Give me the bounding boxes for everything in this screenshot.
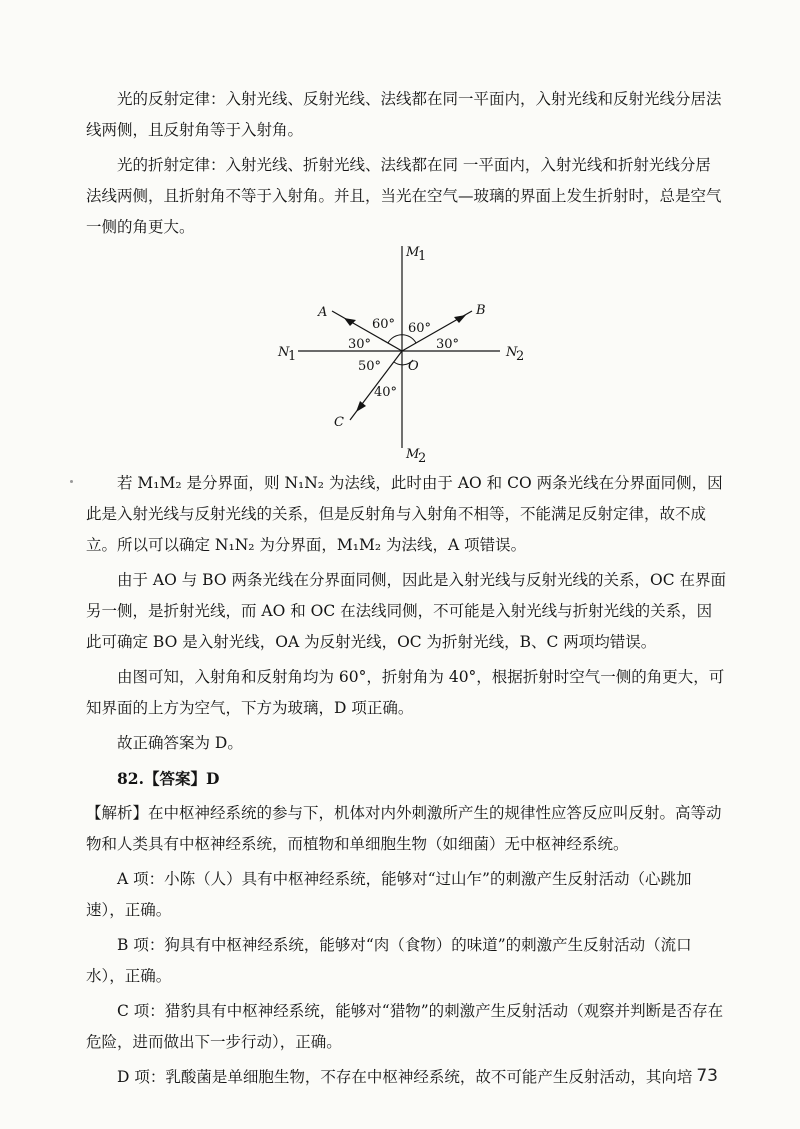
label-O: O — [408, 359, 419, 374]
angle-label-B-N2: 30° — [436, 337, 460, 352]
paragraph-refraction-law: 光的折射定律：入射光线、折射光线、法线都在同 一平面内，入射光线和折射光线分居法线两侧，且折射角不等于入射角。并且，当光在空气—玻璃的界面上发生折射时，总是空气一侧的角更大。 — [86, 156, 722, 236]
paragraph-answer-conclusion: 故正确答案为 D。 — [117, 734, 243, 752]
light-ray-diagram-svg — [270, 236, 550, 464]
label-B: B — [476, 303, 486, 318]
label-M2: M — [406, 447, 420, 462]
label-N2-sub: 2 — [516, 349, 525, 364]
paragraph-reflection-law: 光的反射定律：入射光线、反射光线、法线都在同一平面内，入射光线和反射光线分居法线两侧，且反射角等于入射角。 — [86, 90, 722, 139]
paragraph-option-d: D 项：乳酸菌是单细胞生物，不存在中枢神经系统，故不可能产生反射活动，其向培 — [117, 1068, 693, 1086]
paragraph-q82-explanation: 【解析】在中枢神经系统的参与下，机体对内外刺激所产生的规律性应答反应叫反射。高等动物和人类具有中枢神经系统，而植物和单细胞生物（如细菌）无中枢神经系统。 — [86, 804, 722, 853]
paragraph-option-a: A 项：小陈（人）具有中枢神经系统，能够对“过山乍”的刺激产生反射活动（心跳加速），正确。 — [86, 870, 692, 919]
label-A: A — [318, 305, 328, 320]
paragraph-analysis-a: 若 M₁M₂ 是分界面，则 N₁N₂ 为法线，此时由于 AO 和 CO 两条光线在分界面同侧，因此是入射光线与反射光线的关系，但是反射角与入射角不相等，不能满足反射定律，故不成立。所以可以确定 N₁N₂ 为分界面，M₁M₂ 为法线，A 项错误。 — [86, 474, 723, 554]
light-ray-diagram — [270, 236, 550, 464]
arrow-B — [454, 315, 466, 323]
label-M1: M — [406, 245, 420, 260]
label-M2-sub: 2 — [418, 451, 427, 464]
angle-label-C-N1: 50° — [358, 359, 382, 374]
angle-label-C-M2: 40° — [374, 385, 398, 400]
angle-label-B-M1: 60° — [408, 321, 432, 336]
page-number: 73 — [696, 1066, 718, 1086]
label-M1-sub: 1 — [418, 249, 427, 264]
paragraph-option-b: B 项：狗具有中枢神经系统，能够对“肉（食物）的味道”的刺激产生反射活动（流口水），正确。 — [86, 936, 692, 985]
arrow-A — [344, 318, 356, 326]
paragraph-option-c: C 项：猎豹具有中枢神经系统，能够对“猎物”的刺激产生反射活动（观察并判断是否存在危险，进而做出下一步行动），正确。 — [86, 1002, 724, 1051]
paragraph-analysis-d: 由图可知，入射角和反射角均为 60°，折射角为 40°，根据折射时空气一侧的角更大，可知界面的上方为空气，下方为玻璃，D 项正确。 — [86, 668, 725, 717]
label-N2: N — [506, 345, 518, 360]
text-block-bottom — [86, 468, 726, 1097]
angle-label-A-N1: 30° — [348, 337, 372, 352]
paragraph-analysis-bc: 由于 AO 与 BO 两条光线在分界面同侧，因此是入射光线与反射光线的关系，OC 在界面另一侧，是折射光线，而 AO 和 OC 在法线同侧，不可能是入射光线与折射光线的关系，因此可确定 BO 是入射光线，OA 为反射光线，OC 为折射光线，B、C 两项均错误。 — [86, 571, 726, 651]
label-N1-sub: 1 — [288, 349, 297, 364]
label-C: C — [334, 415, 344, 430]
paragraph-q82-answer: 82.【答案】D — [117, 769, 220, 788]
text-block-top — [86, 84, 726, 247]
angle-label-A-M1: 60° — [372, 317, 396, 332]
label-N1: N — [278, 345, 290, 360]
arrow-C — [356, 401, 366, 412]
scan-dot — [70, 480, 73, 483]
